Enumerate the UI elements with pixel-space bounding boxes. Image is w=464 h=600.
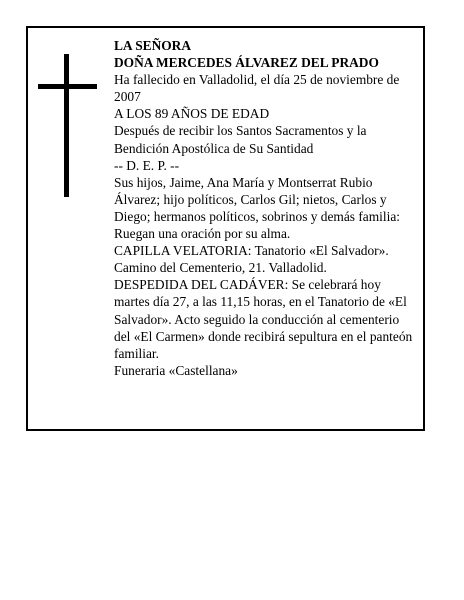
rip-line: -- D. E. P. -- — [114, 157, 180, 173]
farewell-line: DESPEDIDA DEL CADÁVER: Se celebrará hoy martes día 27, a las 11,15 horas, en el Tanatorio de «El Salvador». Acto seguido la conducción al cementerio del «El Carmen» donde recibirá sepultura en el panteón familiar. — [114, 277, 413, 361]
chapel-line: CAPILLA VELATORIA: Tanatorio «El Salvador». Camino del Cementerio, 21. Valladolid. — [114, 243, 389, 276]
title-line: LA SEÑORA — [114, 38, 192, 53]
age-line: A LOS 89 AÑOS DE EDAD — [114, 106, 270, 122]
latin-cross-icon — [64, 54, 69, 197]
family-line: Sus hijos, Jaime, Ana María y Montserrat Rubio Álvarez; hijo políticos, Carlos Gil; nietos, Carlos y Diego; hermanos políticos, sobrinos y demás familia: — [114, 174, 400, 224]
latin-cross-icon-bar — [38, 84, 97, 89]
funeral-home-line: Funeraria «Castellana» — [114, 362, 238, 378]
obituary-text — [114, 37, 414, 379]
prayer-line: Ruegan una oración por su alma. — [114, 226, 291, 242]
deceased-name: DOÑA MERCEDES ÁLVAREZ DEL PRADO — [114, 55, 379, 71]
death-statement: Ha fallecido en Valladolid, el día 25 de noviembre de 2007 — [114, 72, 400, 105]
sacraments-line: Después de recibir los Santos Sacramentos y la Bendición Apostólica de Su Santidad — [114, 123, 367, 156]
